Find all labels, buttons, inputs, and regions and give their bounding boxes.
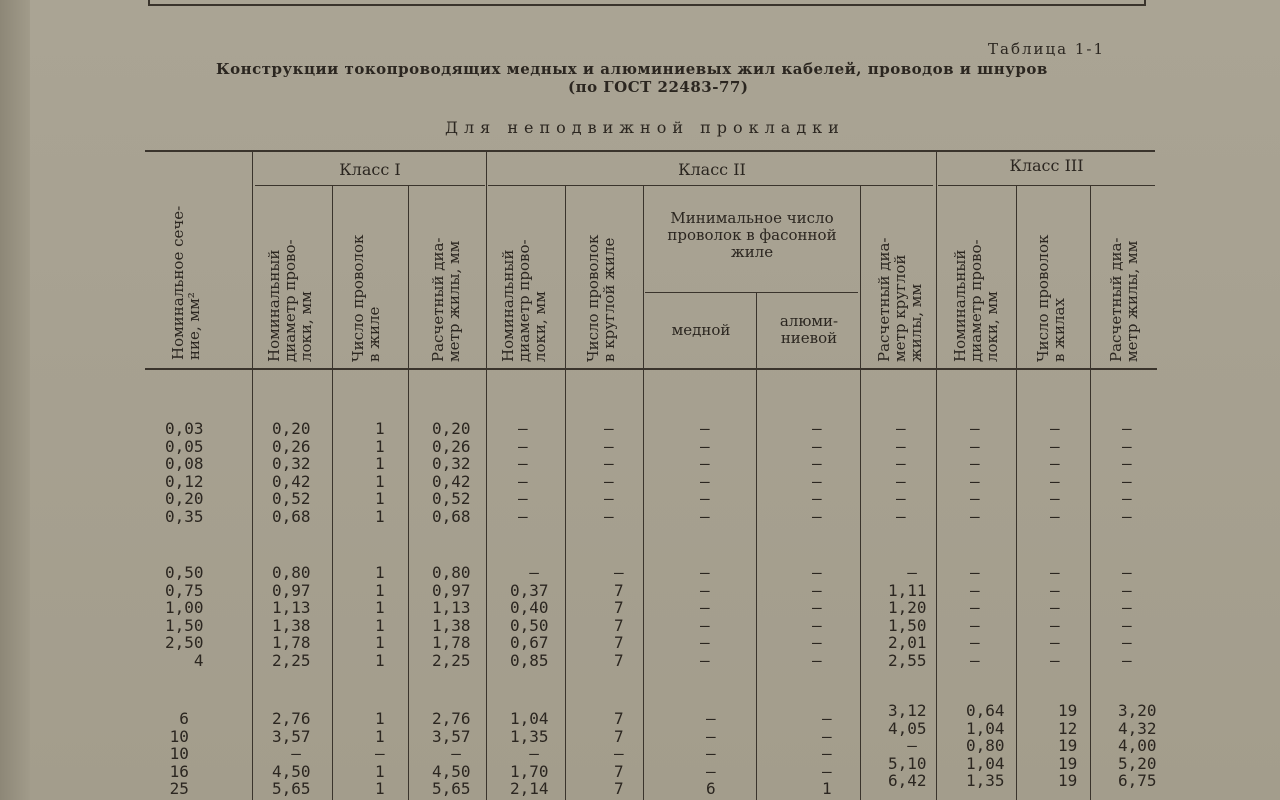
class-3-header: Класс III bbox=[1009, 156, 1084, 175]
vline bbox=[332, 186, 333, 800]
col-header-c2-count: Число проволок в круглой жиле bbox=[584, 234, 618, 362]
c1-diameter-group-1: 0,20 0,26 0,32 0,42 0,52 0,68 bbox=[272, 419, 311, 526]
vline bbox=[936, 152, 937, 800]
class-1-header: Класс I bbox=[339, 160, 401, 179]
c3-diameter-group-2: — — — — — — bbox=[970, 563, 980, 670]
class-2-header: Класс II bbox=[678, 160, 746, 179]
col-header-c3-core-diameter: Расчетный диа- метр жилы, мм bbox=[1107, 237, 1141, 362]
vline bbox=[756, 293, 757, 800]
c3-core-group-2: — — — — — — bbox=[1122, 563, 1132, 670]
c1-core-group-1: 0,20 0,26 0,32 0,42 0,52 0,68 bbox=[432, 419, 471, 526]
top-frame-border bbox=[148, 0, 1146, 6]
col-header-c2-core-diameter: Расчетный диа- метр круглой жилы, мм bbox=[875, 237, 925, 362]
vline bbox=[252, 152, 253, 800]
table-top-rule bbox=[145, 150, 1155, 152]
c2-diameter-group-2: — 0,37 0,40 0,50 0,67 0,85 bbox=[510, 563, 549, 670]
section-values-group-1: 0,03 0,05 0,08 0,12 0,20 0,35 bbox=[165, 419, 204, 526]
copper-group-1: — — — — — — bbox=[700, 419, 710, 526]
copper-group-2: — — — — — — bbox=[700, 563, 710, 670]
c2-diameter-group-1: — — — — — — bbox=[518, 419, 528, 526]
vline bbox=[860, 186, 861, 800]
table-title: Конструкции токопроводящих медных и алюминиевых жил кабелей, проводов и шнуров bbox=[216, 60, 1048, 78]
col-header-aluminium: алюми- ниевой bbox=[779, 312, 839, 347]
c2-diameter-group-3: 1,04 1,35 — 1,70 2,14 bbox=[510, 709, 549, 798]
c2-core-group-1: — — — — — — bbox=[896, 419, 906, 526]
c3-diameter-group-1: — — — — — — bbox=[970, 419, 980, 526]
copper-group-3: — — — — 6 bbox=[706, 709, 716, 798]
c3-count-group-2: — — — — — — bbox=[1050, 563, 1060, 670]
c1-count-group-3: 1 1 — 1 1 bbox=[375, 709, 385, 798]
shaped-core-rule bbox=[645, 292, 858, 293]
vline bbox=[1090, 186, 1091, 800]
table-subtitle: (по ГОСТ 22483-77) bbox=[568, 78, 749, 96]
c1-count-group-1: 1 1 1 1 1 1 bbox=[375, 419, 385, 526]
vline bbox=[408, 186, 409, 800]
col-header-c2-diameter: Номинальный диаметр прово- локи, мм bbox=[499, 239, 549, 362]
vline bbox=[565, 186, 566, 800]
class2-rule bbox=[488, 185, 933, 186]
section-values-group-3: 6 10 10 16 25 bbox=[169, 709, 189, 798]
c1-count-group-2: 1 1 1 1 1 1 bbox=[375, 563, 385, 670]
col-header-c3-diameter: Номинальный диаметр прово- локи, мм bbox=[951, 239, 1001, 362]
c3-count-group-3: 19 12 19 19 19 bbox=[1058, 701, 1078, 790]
c2-count-group-1: — — — — — — bbox=[604, 419, 614, 526]
class3-rule bbox=[938, 185, 1155, 186]
page-binding-edge bbox=[0, 0, 30, 800]
c2-core-group-3: 3,12 4,05 — 5,10 6,42 bbox=[888, 701, 927, 790]
c1-core-group-3: 2,76 3,57 — 4,50 5,65 bbox=[432, 709, 471, 798]
c2-count-group-2: — 7 7 7 7 7 bbox=[614, 563, 624, 670]
col-header-c1-core-diameter: Расчетный диа- метр жилы, мм bbox=[429, 237, 463, 362]
aluminium-group-1: — — — — — — bbox=[812, 419, 822, 526]
c2-core-group-2: — 1,11 1,20 1,50 2,01 2,55 bbox=[888, 563, 927, 670]
c2-count-group-3: 7 7 — 7 7 bbox=[614, 709, 624, 798]
col-header-copper: медной bbox=[671, 321, 731, 339]
c1-core-group-2: 0,80 0,97 1,13 1,38 1,78 2,25 bbox=[432, 563, 471, 670]
c3-count-group-1: — — — — — — bbox=[1050, 419, 1060, 526]
aluminium-group-3: — — — — 1 bbox=[822, 709, 832, 798]
col-header-c3-count: Число проволок в жилах bbox=[1034, 234, 1068, 362]
section-values-group-2: 0,50 0,75 1,00 1,50 2,50 4 bbox=[165, 563, 204, 670]
vline bbox=[486, 152, 487, 800]
class1-rule bbox=[255, 185, 485, 186]
c1-diameter-group-3: 2,76 3,57 — 4,50 5,65 bbox=[272, 709, 311, 798]
col-header-c1-diameter: Номинальный диаметр прово- локи, мм bbox=[265, 239, 315, 362]
c1-diameter-group-2: 0,80 0,97 1,13 1,38 1,78 2,25 bbox=[272, 563, 311, 670]
c3-diameter-group-3: 0,64 1,04 0,80 1,04 1,35 bbox=[966, 701, 1005, 790]
col-header-c1-count: Число проволок в жиле bbox=[349, 234, 383, 362]
c3-core-group-3: 3,20 4,32 4,00 5,20 6,75 bbox=[1118, 701, 1157, 790]
c3-core-group-1: — — — — — — bbox=[1122, 419, 1132, 526]
aluminium-group-2: — — — — — — bbox=[812, 563, 822, 670]
table-number: Таблица 1-1 bbox=[988, 40, 1106, 58]
col-header-c2-shaped-min: Минимальное число проволок в фасонной жиле bbox=[667, 209, 842, 261]
section-caption: Для неподвижной прокладки bbox=[445, 118, 845, 137]
vline bbox=[1016, 186, 1017, 800]
header-bottom-rule bbox=[145, 368, 1157, 370]
vline bbox=[643, 186, 644, 800]
col-header-section: Номинальное сече- ние, мм² bbox=[169, 205, 203, 360]
